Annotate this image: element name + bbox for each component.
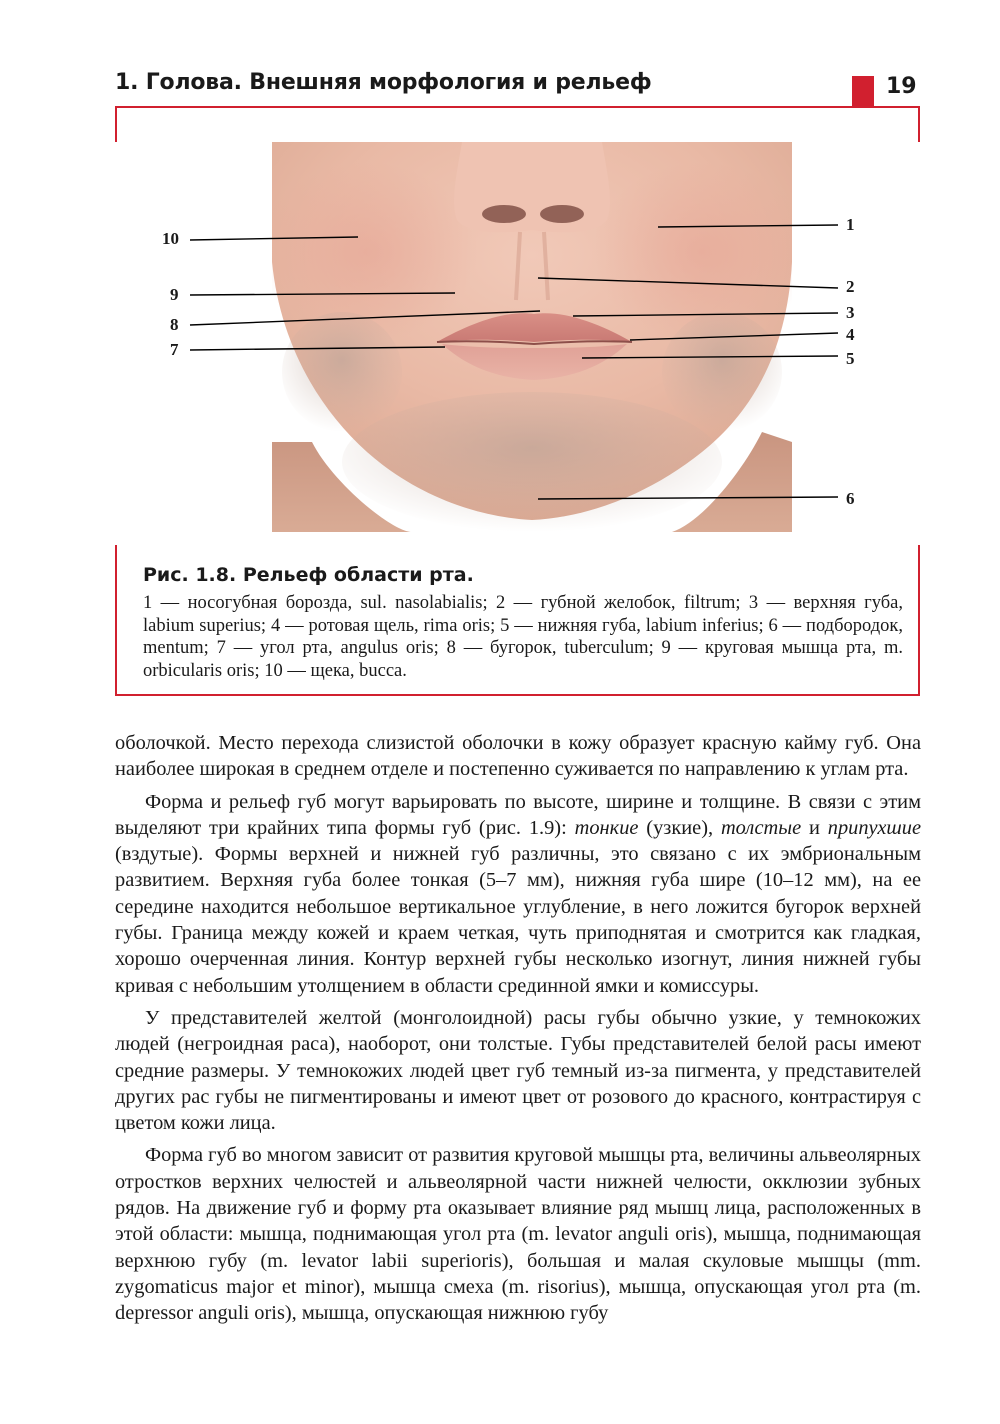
figure-caption-text: 1 — носогубная борозда, sul. nasolabialis; 2 — губной желобок, filtrum; 3 — верхняя губа, labium superius; 4 — ротовая щель, rima oris; 5 — нижняя губа, labium inferius; 6 — подбородок, mentum; 7 — угол рта, angulus oris; 8 — бугорок, tuberculum; 9 — круговая мышца рта, m. orbicularis oris; 10 — щека, bucca. [143,593,903,681]
callout-label-10: 10 [162,229,179,248]
frame-top-rule [115,106,920,108]
running-header-title: 1. Голова. Внешняя морфология и рельеф [115,70,652,95]
term-thin: тонкие [574,816,639,839]
callout-label-2: 2 [846,277,855,296]
callout-label-8: 8 [170,315,179,334]
term-thick: толстые [720,816,802,839]
frame-bottom-rule [115,694,920,696]
frame-right-top-rule [918,106,920,142]
callout-label-5: 5 [846,349,855,368]
paragraph-2 [115,789,921,999]
callout-label-6: 6 [846,489,855,508]
frame-right-bottom-rule [918,545,920,695]
paragraph-2-text-a: Форма и рельеф губ могут варьировать по высоте, ширине и толщине. В связи с этим выделяют три крайних типа формы губ (рис. 1.9): [115,790,921,839]
paragraph-2-text-b: (узкие), [638,816,721,839]
page-number: 19 [886,74,917,99]
callout-label-3: 3 [846,303,855,322]
paragraph-1: оболочкой. Место перехода слизистой оболочки в кожу образует красную кайму губ. Она наиболее широкая в среднем отделе и постепенно суживается по направлению к углам рта. [115,732,921,781]
paragraph-4: Форма губ во многом зависит от развития круговой мышцы рта, величины альвеолярных отростков верхних челюстей и альвеолярной части нижней челюсти, окклюзии зубных рядов. На движение губ и форму рта оказывает влияние ряд мышц лица, расположенных в этой области: мышца, поднимающая угол рта (m. levator anguli oris), мышца, поднимающая верхнюю губу (m. levator labii superioris), большая и малая скуловые мышцы (mm. zygomaticus major et minor), мышца смеха (m. risorius), мышца, опускающая угол рта (m. depressor anguli oris), мышца, опускающая нижнюю губу [115,1144,921,1325]
callout-label-7: 7 [170,340,179,359]
body-text [115,730,921,1327]
figure-caption-title: Рис. 1.8. Рельеф области рта. [143,564,474,586]
paragraph-2-text-d: (вздутые). Формы верхней и нижней губ различны, это связано с их эмбриональным развитием. Верхняя губа более тонкая (5–7 мм), нижняя губа шире (10–12 мм), на ее середине находится небольшое вертикальное углубление, в него ложится бугорок верхней губы. Граница между кожей и краем четкая, чуть приподнятая и смотрится как гладкая, хорошо очерченная линия. Контур верхней губы несколько изогнут, линия нижней губы кривая с небольшим утолщением в области срединной ямки и комиссуры. [115,843,921,997]
callout-label-4: 4 [846,325,855,344]
frame-left-top-rule [115,106,117,142]
paragraph-3: У представителей желтой (монголоидной) расы губы обычно узкие, у темнокожих людей (негроидная раса), наоборот, они толстые. Губы представителей белой расы имеют средние размеры. У темнокожих людей цвет губ темный из-за пигмента, у представителей других рас губы не пигментированы и имеют цвет от розового до красного, контрастируя с цветом кожи лица. [115,1006,921,1135]
paragraph-2-text-c: и [801,816,828,839]
header-accent-bar [852,76,874,106]
callout-label-1: 1 [846,215,855,234]
callout-label-9: 9 [170,285,179,304]
term-swollen: припухшие [827,816,922,839]
mouth-region-photo [272,142,792,532]
frame-left-bottom-rule [115,545,117,695]
